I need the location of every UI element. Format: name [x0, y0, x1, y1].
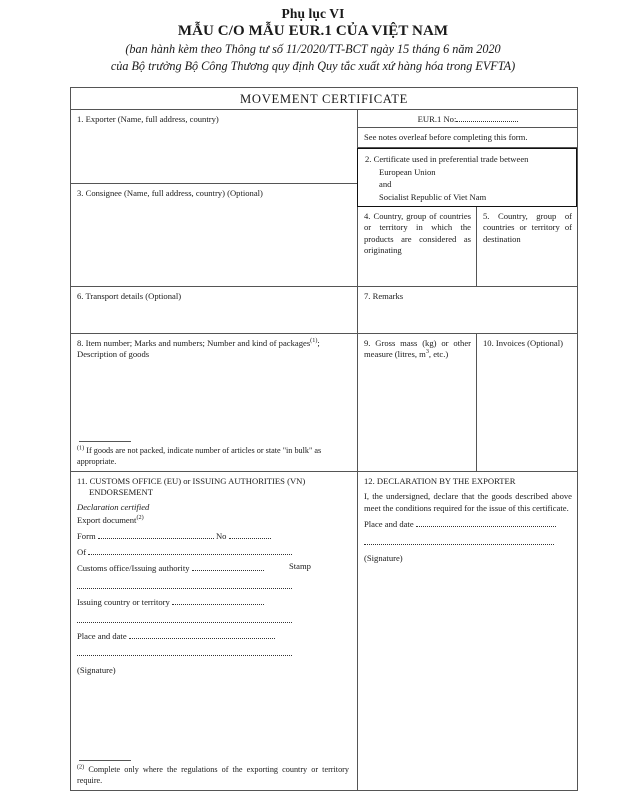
footnote-1 [77, 445, 349, 467]
box-11-issuing-country-label: Issuing country or territory [77, 597, 170, 608]
footnote-2-marker: (2) [77, 763, 85, 771]
notes-overleaf-text: See notes overleaf before completing this form. [364, 132, 528, 142]
eur1-number-label: EUR.1 No: [417, 114, 457, 124]
box-8-footnote-marker: (1) [310, 337, 318, 345]
box-5-country-of-destination[interactable] [476, 207, 577, 286]
footnote-2-rule [79, 760, 131, 761]
box-8-description-of-goods[interactable] [71, 333, 357, 471]
box-2-conjunction: and [379, 179, 392, 190]
footnote-1-marker: (1) [77, 444, 85, 452]
form-title-bar: MOVEMENT CERTIFICATE [71, 88, 577, 110]
box-11-of-label: Of [77, 547, 87, 558]
box-11-label-line-1: 11. CUSTOMS OFFICE (EU) or ISSUING AUTHORITIES (VN) [77, 476, 306, 486]
box-eur1-number[interactable] [357, 110, 577, 128]
heading-appendix-number: Phụ lục VI [281, 6, 345, 21]
box-9-cubic-exponent: 3 [425, 348, 429, 356]
box-11-label-line-2: ENDORSEMENT [89, 487, 153, 498]
box-11-declaration-certified: Declaration certified [77, 501, 150, 512]
box-12-exporter-declaration[interactable] [357, 471, 577, 790]
box-notes-overleaf [357, 128, 577, 148]
box-5-label: 5. Country, group of countries or territory of destination [483, 211, 572, 244]
box-11-form-label: Form [77, 530, 96, 541]
box-9-label-pre: 9. Gross mass (kg) or other measure (litres, m [364, 338, 471, 360]
box-11-export-document [77, 515, 352, 526]
movement-certificate-form [70, 87, 578, 791]
box-2-preferential-trade[interactable] [357, 148, 577, 207]
document-heading [0, 6, 626, 75]
box-11-export-document-footnote-marker: (2) [136, 514, 144, 522]
box-4-country-of-origin[interactable] [357, 207, 476, 286]
box-2-label: 2. Certificate used in preferential trade between [365, 154, 529, 164]
box-11-customs-endorsement[interactable] [71, 471, 357, 790]
heading-legal-reference-line1: (ban hành kèm theo Thông tư số 11/2020/TT-BCT ngày 15 tháng 6 năm 2020 [125, 42, 501, 56]
box-10-label: 10. Invoices (Optional) [483, 338, 563, 348]
box-11-place-and-date-row-2[interactable] [77, 648, 352, 659]
box-3-label: 3. Consignee (Name, full address, country) (Optional) [77, 188, 263, 198]
box-11-form-row[interactable] [77, 531, 352, 542]
heading-legal-reference-line2: của Bộ trưởng Bộ Công Thương quy định Quy tắc xuất xứ hàng hóa trong EVFTA) [110, 59, 516, 73]
footnote-1-rule [79, 441, 131, 442]
box-12-label: 12. DECLARATION BY THE EXPORTER [364, 476, 516, 486]
box-11-customs-office-label: Customs office/Issuing authority [77, 563, 190, 574]
footnote-2-block [77, 760, 349, 786]
box-7-label: 7. Remarks [364, 291, 404, 301]
box-11-customs-office-dots [192, 563, 264, 571]
box-11-issuing-country-row-2[interactable] [77, 615, 352, 626]
box-11-issuing-country-dots [172, 597, 264, 605]
box-8-label-post: ; Description of goods [77, 338, 320, 360]
footnote-1-text: If goods are not packed, indicate number of articles or state "in bulk" as appropriate. [77, 446, 322, 466]
box-6-transport-details[interactable] [71, 286, 357, 333]
box-11-place-and-date-dots-2 [77, 648, 292, 656]
box-3-consignee[interactable] [71, 183, 357, 286]
footnote-1-block [77, 441, 349, 467]
box-8-label-pre: 8. Item number; Marks and numbers; Number and kind of packages [77, 338, 311, 348]
box-11-customs-office-dots-2 [77, 581, 292, 589]
footnote-2-text: Complete only where the regulations of the exporting country or territory require. [77, 765, 349, 785]
box-1-label: 1. Exporter (Name, full address, country) [77, 114, 219, 124]
box-12-place-and-date-label: Place and date [364, 519, 414, 530]
box-11-customs-office-row-2[interactable] [77, 581, 352, 592]
box-2-party-2: Socialist Republic of Viet Nam [379, 191, 487, 202]
box-11-signature-label: (Signature) [77, 664, 116, 675]
box-12-place-and-date-row-2[interactable] [364, 537, 572, 548]
box-11-of-dots [88, 547, 292, 555]
box-12-signature-label: (Signature) [364, 553, 403, 564]
box-12-place-and-date-row[interactable] [364, 519, 572, 530]
box-9-label-post: , etc.) [428, 349, 449, 360]
box-11-place-and-date-dots [129, 631, 275, 639]
box-11-of-row[interactable] [77, 547, 352, 558]
box-11-stamp-label: Stamp [289, 561, 311, 571]
box-6-label: 6. Transport details (Optional) [77, 291, 182, 301]
box-11-no-dots [229, 531, 271, 539]
box-7-remarks[interactable] [357, 286, 577, 333]
box-10-invoices[interactable] [476, 333, 577, 471]
heading-form-title: MẪU C/O MẪU EUR.1 CỦA VIỆT NAM [177, 23, 449, 39]
box-11-issuing-country-row[interactable] [77, 597, 352, 608]
box-1-exporter[interactable] [71, 110, 357, 183]
eur1-number-dots [456, 114, 518, 122]
box-8-label [77, 338, 352, 361]
box-2-party-1: European Union [379, 166, 436, 177]
box-4-label: 4. Country, group of countries or territory in which the products are considered as originating [364, 211, 471, 256]
box-11-issuing-country-dots-2 [77, 615, 292, 623]
box-11-place-and-date-label: Place and date [77, 631, 127, 642]
box-9-gross-mass[interactable] [357, 333, 476, 471]
box-12-place-and-date-dots [416, 519, 556, 527]
box-11-form-dots [98, 531, 214, 539]
box-11-place-and-date-row[interactable] [77, 631, 352, 642]
box-11-no-label: No [215, 530, 227, 541]
box-12-place-and-date-dots-2 [364, 537, 554, 545]
box-9-label [364, 338, 471, 361]
footnote-2 [77, 764, 349, 786]
box-12-body-text: I, the undersigned, declare that the goods described above meet the conditions required for the issue of this certificate. [364, 491, 572, 513]
box-11-export-document-label: Export document [77, 515, 137, 526]
